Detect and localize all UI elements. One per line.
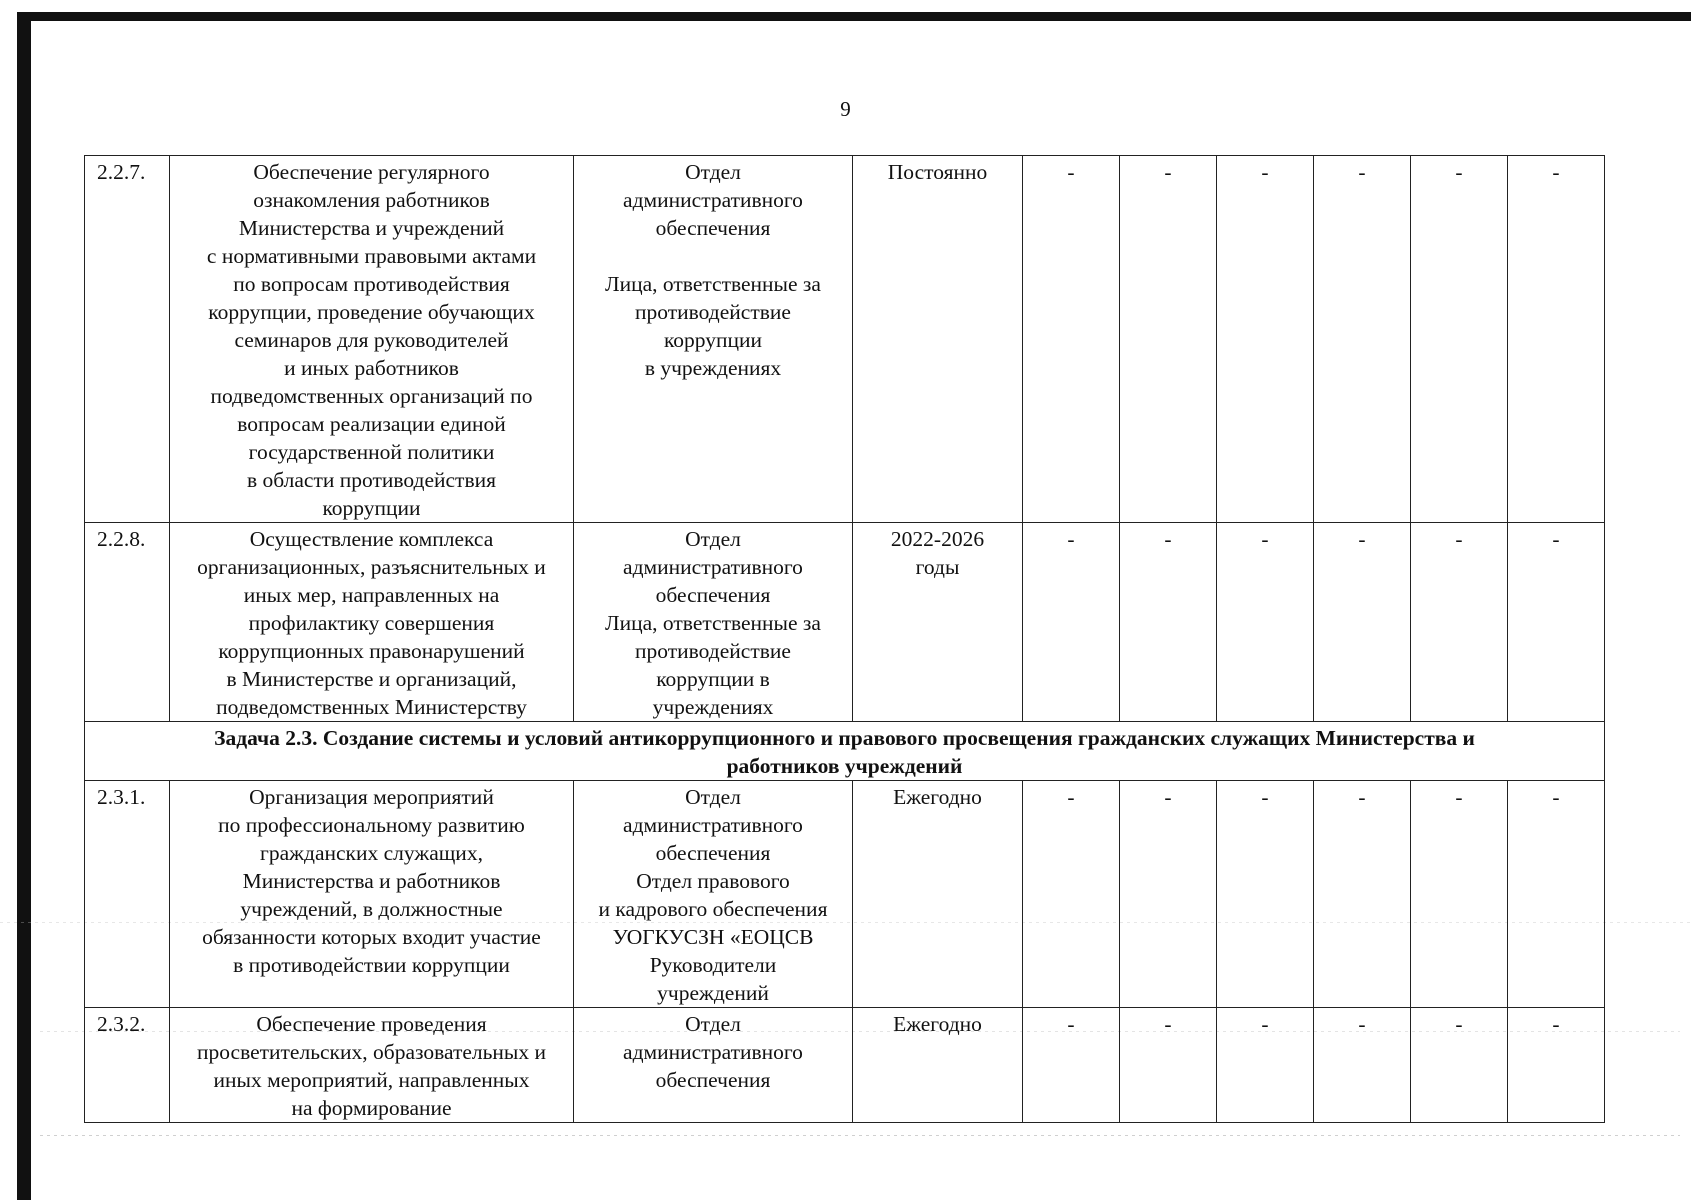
responsible-cell (574, 156, 853, 523)
responsible-line: коррупции в (656, 667, 770, 691)
action-line: в противодействии коррупции (233, 953, 510, 977)
responsible-line: учреждениях (652, 695, 774, 719)
action-cell (170, 1008, 574, 1123)
responsible-line: административного (623, 1040, 803, 1064)
value-cell: - (1314, 156, 1411, 523)
term-line: Ежегодно (893, 785, 982, 809)
term-cell (853, 781, 1023, 1008)
action-cell (170, 156, 574, 523)
responsible-line: противодействие (635, 300, 791, 324)
page-number: 9 (840, 97, 851, 121)
action-line: по профессиональному развитию (218, 813, 525, 837)
responsible-cell (574, 1008, 853, 1123)
value-cell: - (1023, 1008, 1120, 1123)
responsible-cell (574, 781, 853, 1008)
responsible-line: коррупции (663, 328, 763, 352)
term-line: 2022-2026 (890, 527, 985, 551)
responsible-cell (574, 523, 853, 722)
scan-noise (40, 1135, 1680, 1136)
action-line: Осуществление комплекса (249, 527, 494, 551)
value-cell: - (1314, 1008, 1411, 1123)
value-cell: - (1120, 156, 1217, 523)
value-cell: - (1023, 781, 1120, 1008)
action-line: в области противодействия (246, 468, 496, 492)
responsible-line: Отдел (685, 1012, 741, 1036)
responsible-line: административного (623, 555, 803, 579)
action-line: коррупционных правонарушений (218, 639, 525, 663)
term-cell (853, 1008, 1023, 1123)
action-line: Министерства и учреждений (238, 216, 505, 240)
responsible-line: Руководители (649, 953, 777, 977)
action-line: семинаров для руководителей (234, 328, 509, 352)
spacer (580, 242, 846, 270)
value-cell: - (1023, 156, 1120, 523)
action-line: государственной политики (248, 440, 495, 464)
row-number: 2.3.1. (85, 781, 170, 1008)
row-number: 2.2.7. (85, 156, 170, 523)
value-cell: - (1314, 523, 1411, 722)
action-line: иных мер, направленных на (243, 583, 500, 607)
task-title (85, 722, 1605, 781)
responsible-line: обеспечения (655, 216, 771, 240)
responsible-line: Отдел (685, 785, 741, 809)
responsible-line: Лица, ответственные за (605, 611, 821, 635)
responsible-line: обеспечения (655, 583, 771, 607)
term-cell (853, 523, 1023, 722)
responsible-line: противодействие (635, 639, 791, 663)
value-cell: - (1023, 523, 1120, 722)
value-cell: - (1508, 1008, 1605, 1123)
action-line: подведомственных Министерству (216, 695, 527, 719)
scan-border-left (17, 12, 31, 1200)
responsible-line: административного (623, 813, 803, 837)
task-title-line: Задача 2.3. Создание системы и условий антикоррупционного и правового просвещения гражданских служащих Министерства и (214, 726, 1475, 750)
value-cell: - (1411, 523, 1508, 722)
value-cell: - (1411, 156, 1508, 523)
responsible-line: Лица, ответственные за (605, 272, 821, 296)
responsible-line: и кадрового обеспечения (598, 897, 828, 921)
row-number: 2.3.2. (85, 1008, 170, 1123)
action-line: профилактику совершения (248, 611, 495, 635)
table-row (85, 1008, 1605, 1123)
action-line: иных мероприятий, направленных (213, 1068, 530, 1092)
action-line: учреждений, в должностные (240, 897, 503, 921)
responsible-line: Отдел правового (636, 869, 790, 893)
responsible-line: обеспечения (655, 1068, 771, 1092)
value-cell: - (1217, 1008, 1314, 1123)
action-line: коррупции (322, 496, 421, 520)
task-title-line: работников учреждений (726, 754, 963, 778)
term-line: Ежегодно (893, 1012, 982, 1036)
responsible-line: учреждений (657, 981, 769, 1005)
value-cell: - (1508, 781, 1605, 1008)
responsible-line: Отдел (685, 527, 741, 551)
action-line: гражданских служащих, (260, 841, 483, 865)
value-cell: - (1120, 523, 1217, 722)
action-cell (170, 781, 574, 1008)
row-number: 2.2.8. (85, 523, 170, 722)
action-line: в Министерстве и организаций, (226, 667, 517, 691)
action-line: ознакомления работников (253, 188, 490, 212)
value-cell: - (1314, 781, 1411, 1008)
value-cell: - (1411, 1008, 1508, 1123)
value-cell: - (1508, 156, 1605, 523)
action-line: Обеспечение проведения (256, 1012, 487, 1036)
action-line: коррупции, проведение обучающих (208, 300, 535, 324)
responsible-line: административного (623, 188, 803, 212)
value-cell: - (1120, 1008, 1217, 1123)
action-cell (170, 523, 574, 722)
term-cell (853, 156, 1023, 523)
value-cell: - (1508, 523, 1605, 722)
responsible-line: УОГКУСЗН «ЕОЦСВ (612, 925, 814, 949)
action-line: подведомственных организаций по (210, 384, 533, 408)
action-line: на формирование (291, 1096, 452, 1120)
task-row (85, 722, 1605, 781)
scan-border-top (17, 12, 1691, 21)
action-line: обязанности которых входит участие (202, 925, 541, 949)
action-plan-table (84, 155, 1605, 1123)
term-line: годы (915, 555, 960, 579)
value-cell: - (1120, 781, 1217, 1008)
responsible-line: в учреждениях (644, 356, 782, 380)
term-line: Постоянно (887, 160, 988, 184)
action-line: Организация мероприятий (249, 785, 494, 809)
value-cell: - (1217, 156, 1314, 523)
action-line: Обеспечение регулярного (253, 160, 490, 184)
action-line: Министерства и работников (242, 869, 501, 893)
table-row (85, 523, 1605, 722)
responsible-line: Отдел (685, 160, 741, 184)
action-line: просветительских, образовательных и (196, 1040, 547, 1064)
action-line: по вопросам противодействия (233, 272, 510, 296)
value-cell: - (1217, 523, 1314, 722)
value-cell: - (1217, 781, 1314, 1008)
table-row (85, 156, 1605, 523)
responsible-line: обеспечения (655, 841, 771, 865)
action-line: с нормативными правовыми актами (206, 244, 537, 268)
table-row (85, 781, 1605, 1008)
action-line: вопросам реализации единой (237, 412, 506, 436)
action-line: организационных, разъяснительных и (197, 555, 546, 579)
action-line: и иных работников (284, 356, 459, 380)
value-cell: - (1411, 781, 1508, 1008)
